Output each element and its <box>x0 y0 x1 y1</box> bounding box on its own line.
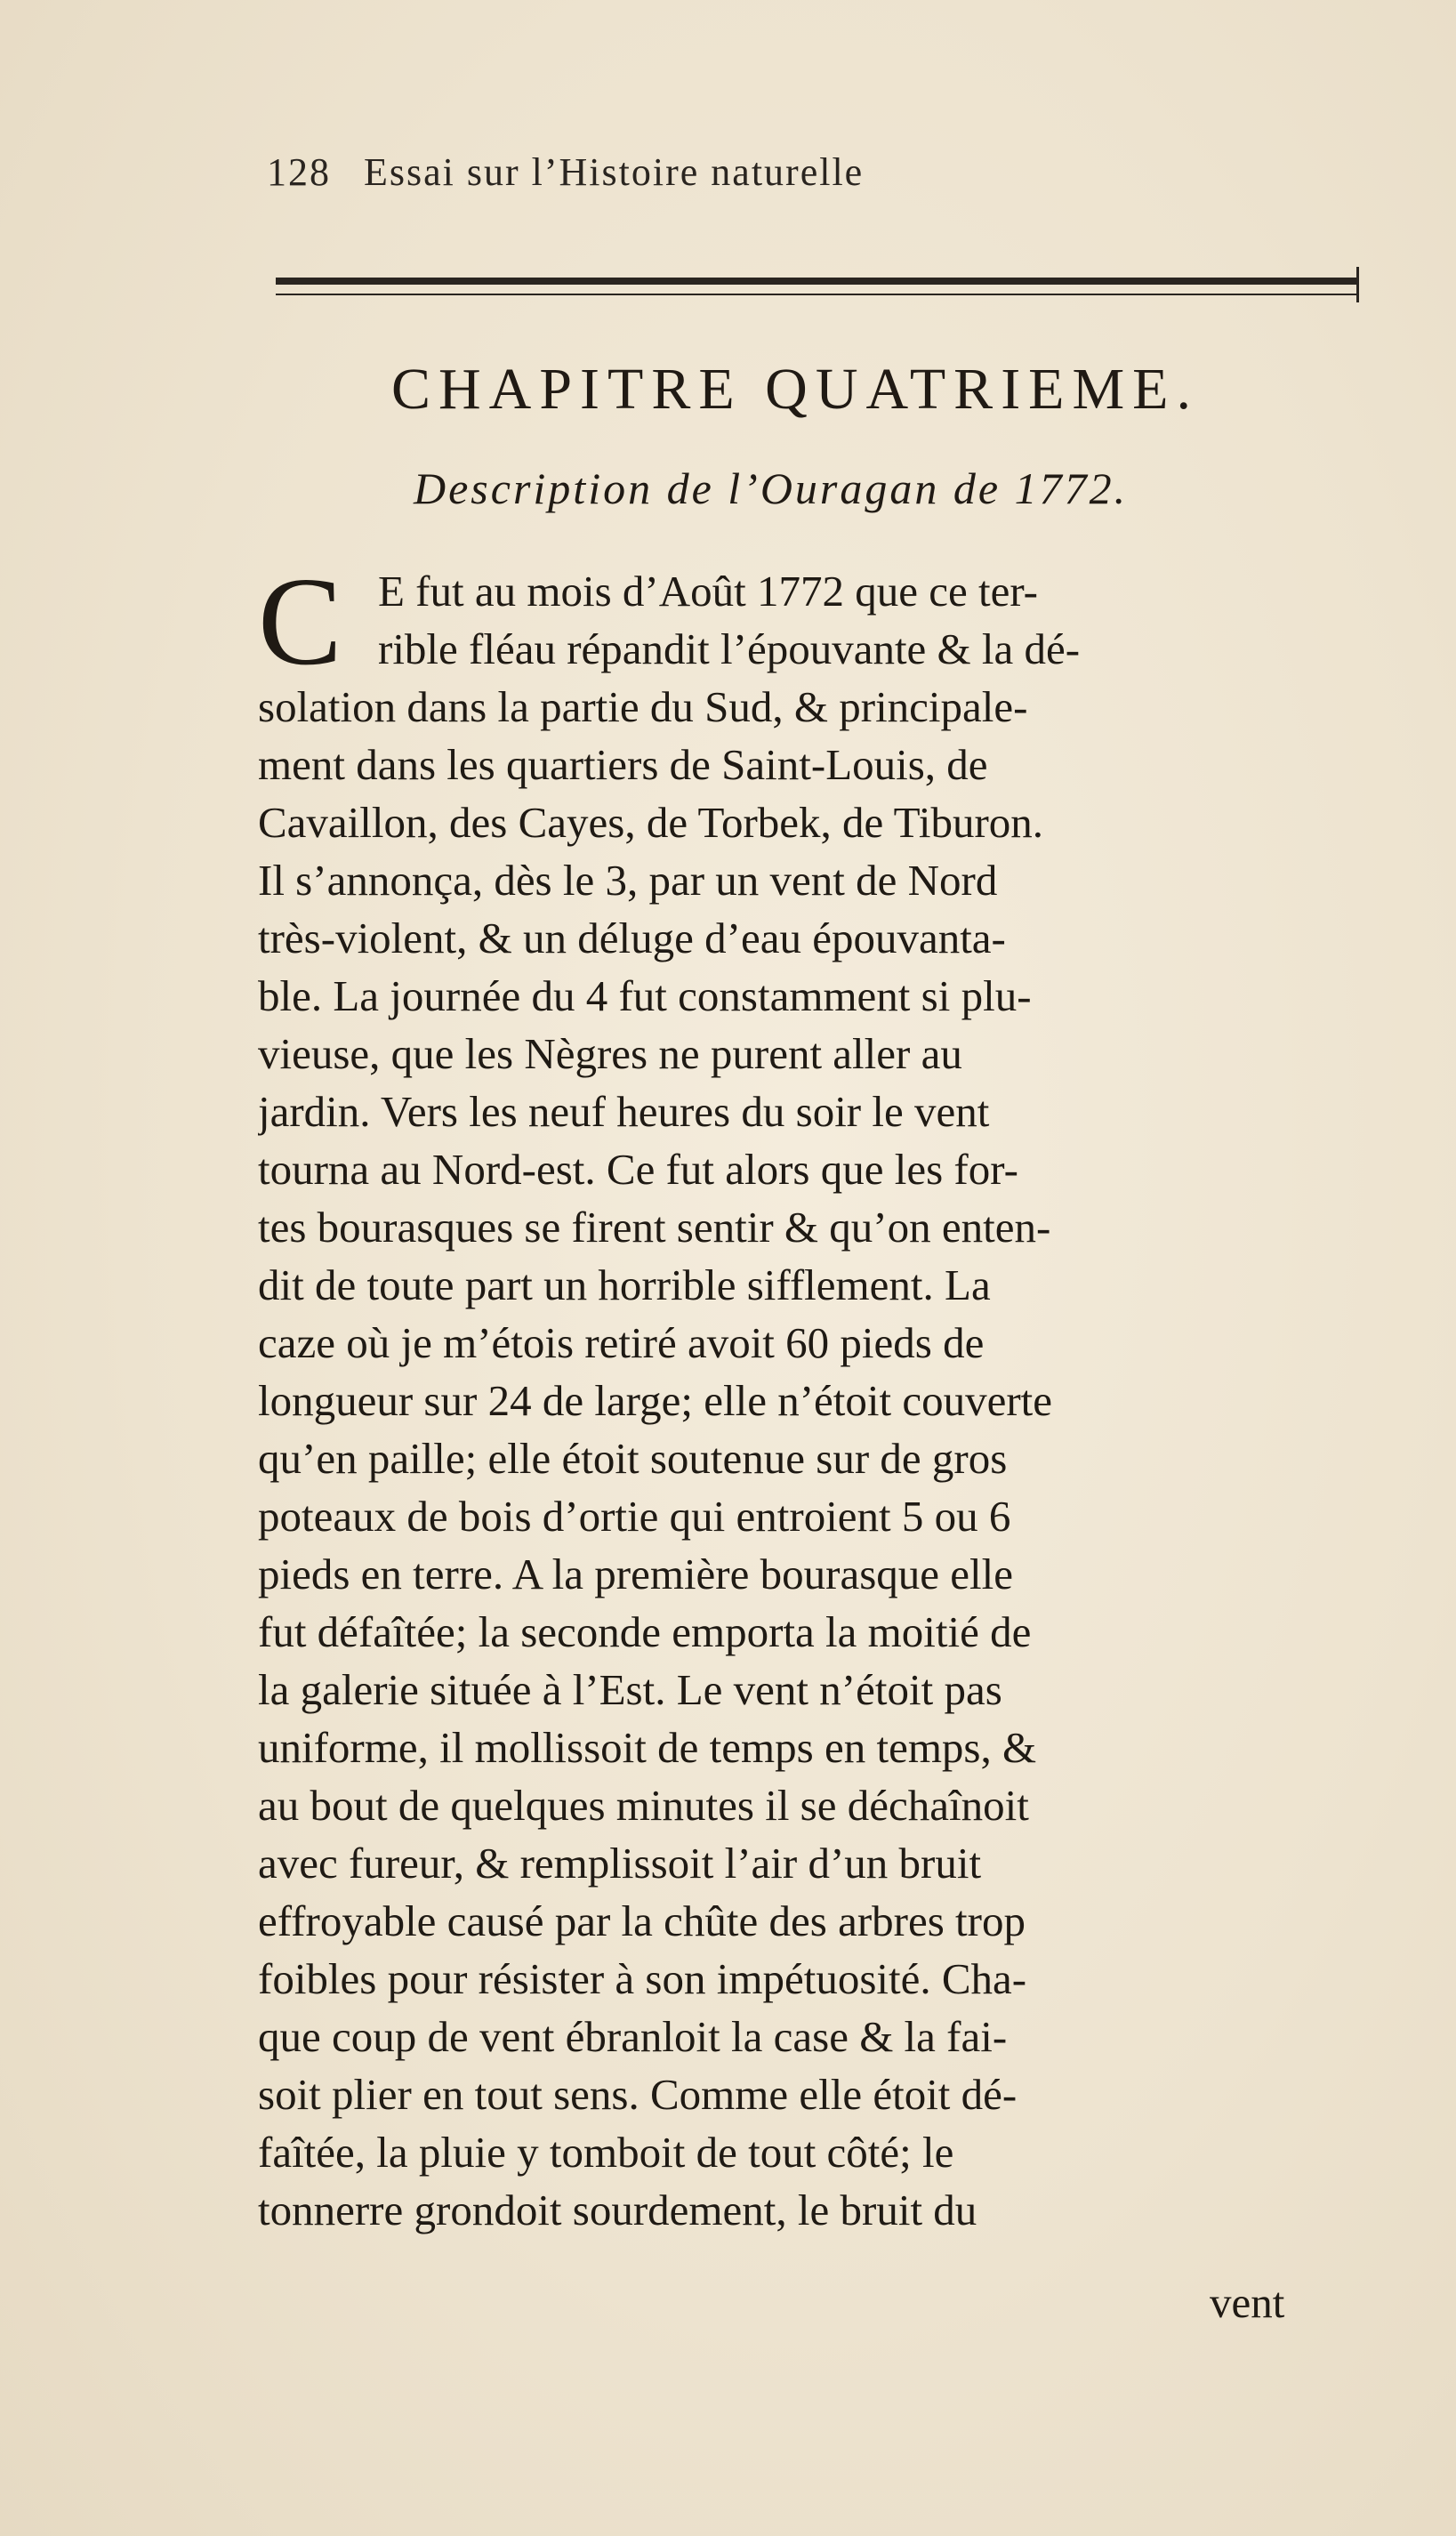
header-rule-thick <box>276 278 1356 285</box>
text-line: tourna au Nord-est. Ce fut alors que les for- <box>258 1145 1018 1194</box>
text-line: vieuse, que les Nègres ne purent aller au <box>258 1029 962 1078</box>
text-line: Cavaillon, des Cayes, de Torbek, de Tiburon. <box>258 798 1044 847</box>
text-line: fut défaîtée; la seconde emporta la moitié de <box>258 1607 1032 1656</box>
rule-end-mark <box>1356 267 1359 302</box>
text-line: Il s’annonça, dès le 3, par un vent de Nord <box>258 856 998 905</box>
text-line: au bout de quelques minutes il se déchaînoit <box>258 1781 1029 1830</box>
text-line: faîtée, la pluie y tomboit de tout côté; le <box>258 2128 954 2177</box>
text-line: E fut au mois d’Août 1772 que ce ter- <box>378 567 1038 616</box>
text-line: soit plier en tout sens. Comme elle étoit dé- <box>258 2070 1018 2119</box>
text-line: effroyable causé par la chûte des arbres trop <box>258 1896 1026 1945</box>
text-line: caze où je m’étois retiré avoit 60 pieds de <box>258 1318 985 1367</box>
text-line: que coup de vent ébranloit la case & la fai- <box>258 2012 1008 2061</box>
catchword: vent <box>1210 2278 1285 2327</box>
text-line: la galerie située à l’Est. Le vent n’étoit pas <box>258 1665 1002 1714</box>
text-line: solation dans la partie du Sud, & principale- <box>258 682 1028 731</box>
text-line: tes bourasques se firent sentir & qu’on enten- <box>258 1203 1051 1252</box>
text-line: dit de toute part un horrible sifflement. La <box>258 1260 991 1309</box>
drop-cap: C <box>258 551 342 691</box>
running-header <box>267 149 1210 195</box>
text-line: qu’en paille; elle étoit soutenue sur de gros <box>258 1434 1008 1483</box>
chapter-title: CHAPITRE QUATRIEME. <box>391 357 1199 422</box>
text-line: pieds en terre. A la première bourasque elle <box>258 1550 1013 1598</box>
text-line: rible fléau répandit l’épouvante & la dé- <box>378 624 1081 673</box>
text-line: très-violent, & un déluge d’eau épouvanta- <box>258 914 1006 962</box>
text-line: ble. La journée du 4 fut constamment si plu- <box>258 971 1032 1020</box>
body-text <box>258 551 1361 2239</box>
text-line: uniforme, il mollissoit de temps en temps, & <box>258 1723 1037 1772</box>
text-line: poteaux de bois d’ortie qui entroient 5 ou 6 <box>258 1492 1011 1541</box>
running-title: Essai sur l’Histoire naturelle <box>364 150 865 194</box>
text-line: ment dans les quartiers de Saint-Louis, de <box>258 740 988 789</box>
text-line: foibles pour résister à son impétuosité. Cha- <box>258 1954 1027 2003</box>
text-line: longueur sur 24 de large; elle n’étoit couverte <box>258 1376 1053 1425</box>
text-line: tonnerre grondoit sourdement, le bruit du <box>258 2186 977 2234</box>
text-line: jardin. Vers les neuf heures du soir le vent <box>258 1087 990 1136</box>
header-rule-thin <box>276 294 1356 295</box>
chapter-subtitle: Description de l’Ouragan de 1772. <box>414 463 1129 513</box>
page-number: 128 <box>267 150 331 194</box>
text-line: avec fureur, & remplissoit l’air d’un bruit <box>258 1839 982 1888</box>
